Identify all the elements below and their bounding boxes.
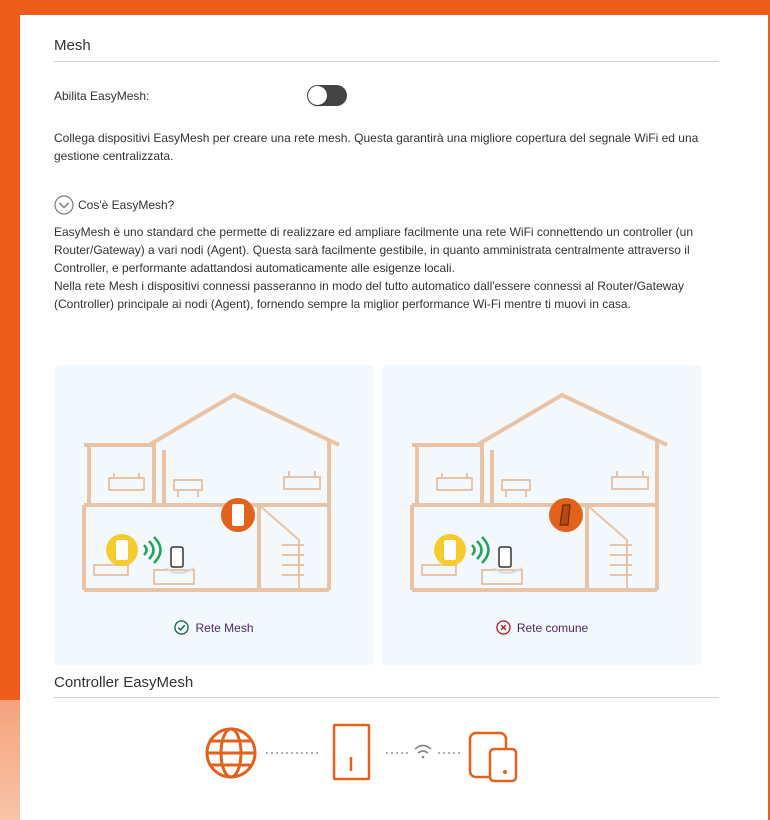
section-title-mesh: Mesh [54, 37, 719, 62]
chevron-down-circle-icon[interactable] [54, 195, 74, 215]
globe-icon [207, 729, 255, 777]
mesh-description: Collega dispositivi EasyMesh per creare una rete mesh. Questa garantirà una migliore copertura del segnale WiFi ed una gestione centralizzata. [54, 131, 699, 163]
faq-text-2: Nella rete Mesh i dispositivi connessi passeranno in modo del tutto automatico dall'essere connessi al Router/Gateway (Controller) principale ai nodi (Agent), fornendo sempre la miglior performance Wi-Fi mentre ti muovi in casa. [54, 279, 684, 311]
devices-icon [470, 733, 516, 781]
common-network-card [382, 365, 702, 665]
main-panel [20, 15, 768, 820]
toggle-knob[interactable] [308, 86, 327, 105]
faq-text-1: EasyMesh è uno standard che permette di realizzare ed ampliare facilmente una rete WiFi connettendo un controller (un Router/Gateway) a vari nodi (Agent). Questa sarà facilmente gestibile, in quanto amministrata centralmente attraverso il Controller, e performante adattandosi automaticamente alle esigenze locali. [54, 225, 694, 275]
common-network-caption [382, 620, 702, 635]
mesh-network-label: Rete Mesh [195, 621, 254, 635]
router-icon [334, 725, 369, 779]
house-mesh-illustration [54, 365, 374, 615]
house-common-illustration [382, 365, 702, 615]
mesh-network-caption [54, 620, 374, 635]
controller-diagram [20, 705, 768, 815]
faq-label[interactable]: Cos'è EasyMesh? [78, 198, 175, 212]
wifi-icon [415, 746, 431, 759]
enable-easymesh-toggle[interactable] [307, 85, 347, 106]
check-circle-icon [174, 620, 189, 635]
common-network-label: Rete comune [516, 621, 589, 635]
x-circle-icon [496, 620, 511, 635]
section-title-controller: Controller EasyMesh [54, 674, 719, 698]
decorative-stripe [0, 700, 20, 820]
mesh-network-card [54, 365, 374, 665]
enable-easymesh-label: Abilita EasyMesh: [54, 89, 150, 103]
